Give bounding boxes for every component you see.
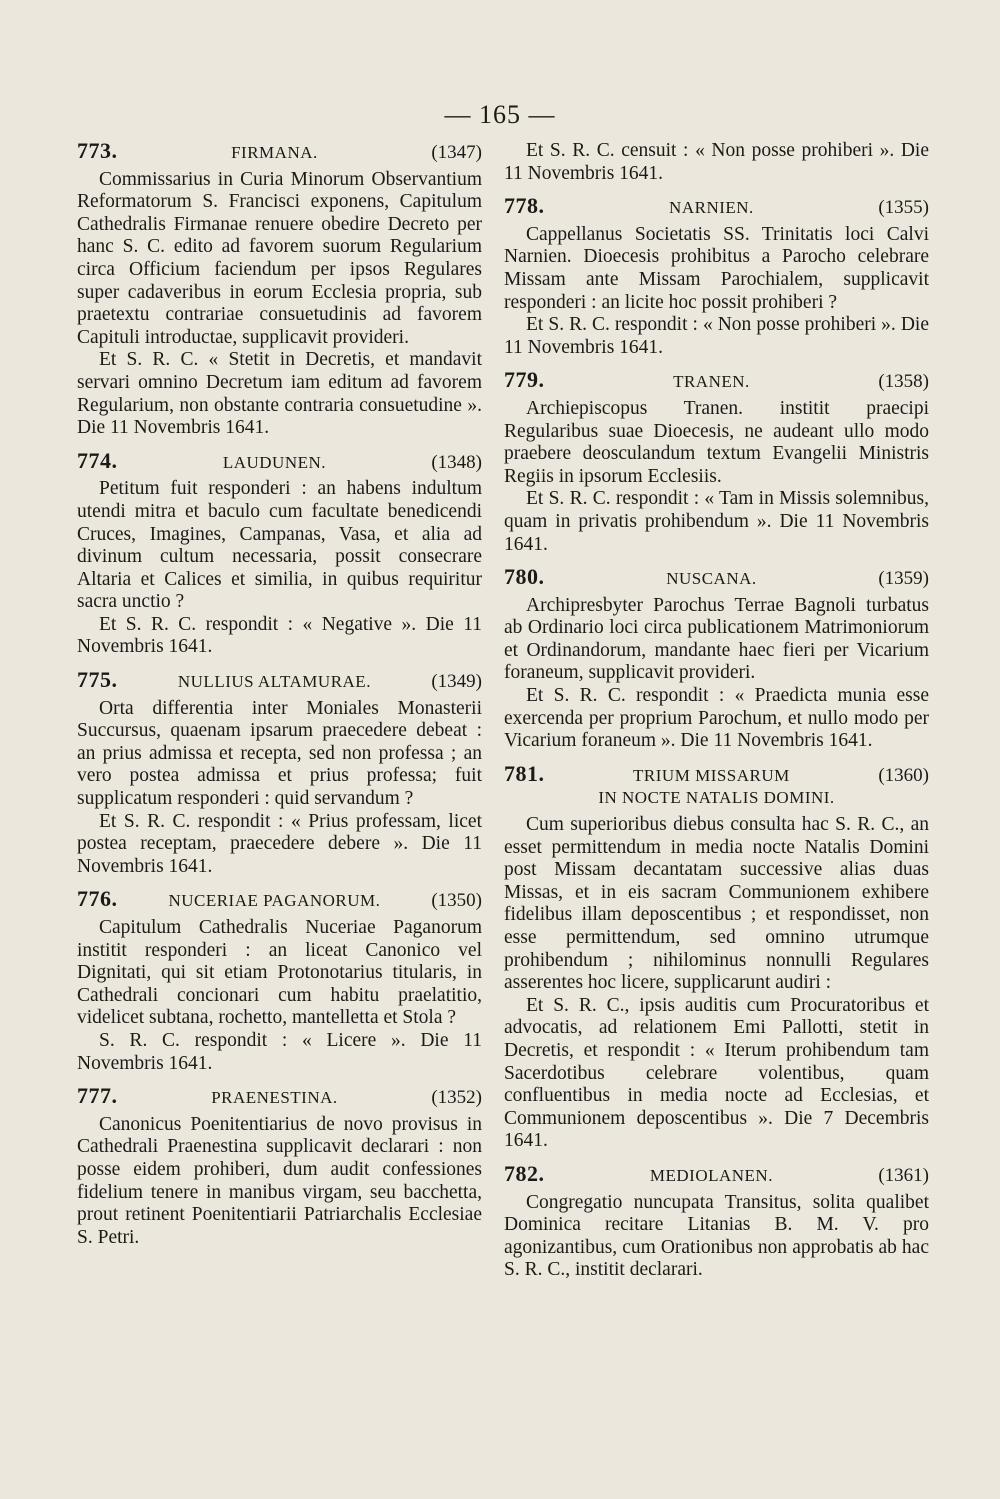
entry-number: 775.	[77, 667, 118, 693]
entry-heading	[504, 195, 929, 220]
entry-paragraph: S. R. C. respondit : « Licere ». Die 11 Novembris 1641.	[77, 1029, 482, 1074]
entry-title: NARNIEN.	[669, 198, 754, 218]
left-column	[77, 140, 482, 1259]
entry-reference: (1347)	[431, 142, 482, 163]
entry-title: NUCERIAE PAGANORUM.	[168, 891, 381, 911]
entry-reference: (1350)	[431, 890, 482, 912]
entry-reference: (1349)	[431, 671, 482, 693]
entry-title: MEDIOLANEN.	[649, 1165, 773, 1185]
entry-781	[504, 760, 929, 1153]
entry-heading	[504, 1160, 929, 1188]
entry-paragraph: Cappellanus Societatis SS. Trinitatis loci Calvi Narnien. Dioecesis prohibitus a Parocho celebrare Missam ante Missam Parochialem, supplicavit responderi : an licite hoc possit prohiberi ?	[504, 223, 929, 313]
entry-number: 778.	[504, 193, 545, 219]
entry-paragraph: Et S. R. C. respondit : « Non posse prohiberi ». Die 11 Novembris 1641.	[504, 314, 929, 358]
entry-paragraph: Et S. R. C. respondit : « Prius professam, licet postea receptam, praecedere debere ». Die 11 Novembris 1641.	[77, 810, 482, 877]
entry-reference: (1348)	[431, 451, 482, 473]
entry-reference: (1361)	[878, 1164, 929, 1186]
entry-heading	[504, 760, 929, 788]
entry-paragraph: Et S. R. C. respondit : « Praedicta munia esse exercenda per proprium Parochum, et nullo modo per Vicarium foraneum ». Die 11 Novembris 1641.	[504, 685, 929, 752]
entry-number: 781.	[504, 760, 545, 786]
entry-heading	[504, 566, 929, 591]
entry-777	[77, 1085, 482, 1249]
entry-heading	[504, 369, 929, 394]
entry-reference: (1360)	[878, 764, 929, 786]
entry-number: 774.	[77, 447, 118, 473]
entry-heading	[77, 1085, 482, 1110]
entry-heading	[77, 447, 482, 475]
entry-paragraph: Archipresbyter Parochus Terrae Bagnoli turbatus ab Ordinario loci circa publicationem Matrimoniorum et Ordinandorum, mandante haec fieri per Vicarium foraneum, supplicavit provideri.	[504, 594, 929, 684]
entry-paragraph: Cum superioribus diebus consulta hac S. R. C., an esset permittendum in media nocte Natalis Domini post Missam decantatam successive alias duas Missas, et in eis sacram Communionem exhibere fidelibus illam deposcentibus ; et respondisset, non esse permittendum, sed omnino utrumque prohibendum ; nihilominus nonnulli Regulares asserentes hoc licere, supplicarunt audiri :	[504, 814, 929, 994]
entry-reference: (1359)	[878, 568, 929, 590]
page-number: — 165 —	[444, 100, 556, 129]
entry-title: TRIUM MISSARUM	[633, 765, 790, 785]
entry-776	[77, 888, 482, 1075]
right-column	[504, 140, 929, 1292]
entry-title: TRANEN.	[673, 372, 750, 392]
entry-number: 777.	[77, 1083, 118, 1109]
entry-paragraph: Et S. R. C. respondit : « Negative ». Die 11 Novembris 1641.	[77, 613, 482, 658]
entry-reference: (1358)	[878, 371, 929, 393]
entry-subtitle: IN NOCTE NATALIS DOMINI.	[598, 788, 835, 808]
entry-title: LAUDUNEN.	[222, 452, 327, 472]
entry-774	[77, 447, 482, 659]
entry-paragraph: Canonicus Poenitentiarius de novo provisus in Cathedrali Praenestina supplicavit declarari : non posse eidem prohiberi, dum audit confessiones fidelium tenere in manibus virgam, seu bacchetta, prout retinent Poenitentiarii Patriarchalis Ecclesiae S. Petri.	[77, 1113, 482, 1248]
entry-reference: (1352)	[431, 1087, 482, 1109]
entry-reference: (1355)	[878, 197, 929, 219]
entry-title: FIRMANA.	[231, 143, 318, 162]
entry-title: PRAENESTINA.	[211, 1088, 338, 1108]
entry-paragraph: Et S. R. C. « Stetit in Decretis, et mandavit servari omnino Decretum iam editum ad favorem Regularium, non obstante contraria consuetudine ». Die 11 Novembris 1641.	[77, 349, 482, 439]
entry-paragraph: Petitum fuit responderi : an habens indultum utendi mitra et baculo cum facultate benedicendi Cruces, Imagines, Campanas, Vasa, et alia ad divinum cultum necessaria, possit consecrare Altaria et Calices et similia, in quibus requiritur sacra unctio ?	[77, 478, 482, 613]
entry-number: 773.	[77, 138, 118, 163]
entry-title: NUSCANA.	[666, 569, 757, 589]
entry-780	[504, 566, 929, 753]
entry-779	[504, 369, 929, 556]
entry-paragraph: Et S. R. C. respondit : « Tam in Missis solemnibus, quam in privatis prohibendum ». Die 11 Novembris 1641.	[504, 488, 929, 555]
entry-paragraph: Commissarius in Curia Minorum Observantium Reformatorum S. Francisci exponens, Capitulum Cathedralis Firmanae renuere obedire Decreto per hanc S. C. edito ad favorem suorum Regularium circa Officium faciendum per ipsos Regulares super cadaveribus in eorum Ecclesia propria, sub praetextu contrariae consuetudinis ad favorem Capituli introductae, supplicavit provideri.	[77, 168, 482, 348]
entry-number: 780.	[504, 564, 545, 590]
entry-paragraph: Orta differentia inter Moniales Monasterii Succursus, quaenam ipsarum praecedere debeat : an prius admissa et recepta, sed non professa ; an vero postea admissa et prius professa; fuit supplicatum responderi : quid servandum ?	[77, 697, 482, 810]
entry-778	[504, 195, 929, 359]
entry-number: 779.	[504, 367, 545, 393]
entry-heading	[77, 669, 482, 694]
entry-paragraph: Archiepiscopus Tranen. institit praecipi Regularibus suae Dioecesis, ne audeant ullo modo praebere deosculandum textum Evangelii Ministris Regiis in ipsorum Ecclesiis.	[504, 397, 929, 487]
entry-title: NULLIUS ALTAMURAE.	[177, 672, 371, 692]
entry-number: 776.	[77, 886, 118, 912]
entry-paragraph: Et S. R. C., ipsis auditis cum Procuratoribus et advocatis, ad relationem Emi Pallotti, stetit in Decretis, et respondit : « Iterum prohibendum tam Sacerdotibus celebrare volentibus, quam confluentibus in media nocte ad Ecclesias, et Communionem deposcentibus ». Die 7 Decembris 1641.	[504, 994, 929, 1152]
entry-paragraph: Capitulum Cathedralis Nuceriae Paganorum institit responderi : an liceat Canonico vel Dignitati, qui sit etiam Protonotarius titularis, in Cathedrali concionari cum habitu praelatitio, videlicet subtana, rochetto, mantelletta et Stola ?	[77, 917, 482, 1029]
entry-paragraph: Congregatio nuncupata Transitus, solita qualibet Dominica recitare Litanias B. M. V. pro agonizantibus, cum Orationibus non approbatis ab hac S. R. C., institit declarari.	[504, 1191, 929, 1281]
entry-782	[504, 1160, 929, 1282]
entry-773	[77, 140, 482, 440]
entry-heading	[77, 140, 482, 165]
entry-heading	[77, 888, 482, 913]
continuation-paragraph: Et S. R. C. censuit : « Non posse prohiberi ». Die 11 Novembris 1641.	[504, 140, 929, 184]
entry-number: 782.	[504, 1160, 545, 1186]
entry-775	[77, 669, 482, 878]
